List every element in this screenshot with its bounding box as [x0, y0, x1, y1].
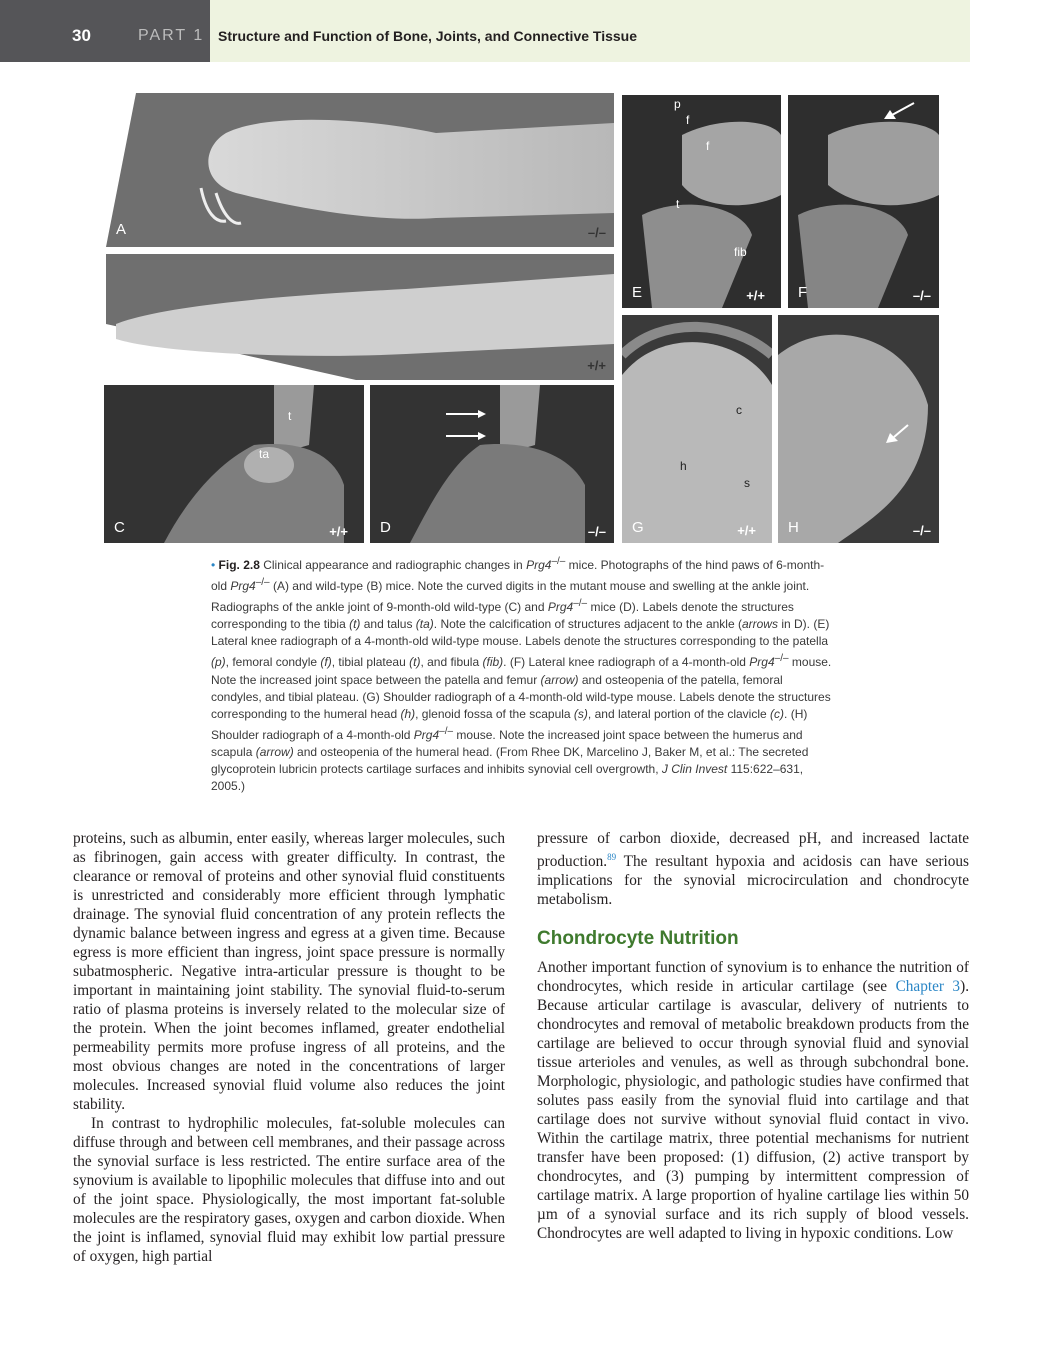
caption-text: and osteopenia of the patella, femoral condyles, and tibial plateau. (G) Shoulder radiograph of a 4-month-old wild-type mouse. Labels denote the structures corresponding to the humeral head — [211, 672, 831, 721]
chapter-link[interactable]: Chapter 3 — [895, 978, 961, 996]
caption-genotype-sup: –/– — [439, 725, 454, 737]
paragraph: In contrast to hydrophilic molecules, fat-soluble molecules can diffuse through and between cell membranes, and their passage across the synovial surface is less restricted. The entire surface area of the synovium is available to lipophilic molecules that diffuse into and out of the joint space. Physiologically, the most important fat-soluble molecules are the respiratory gases, oxygen and carbon dioxide. When the joint is inflamed, synovial fluid may exhibit low partial pressure of oxygen, high partial — [73, 1115, 505, 1265]
caption-italic: (p) — [211, 655, 226, 670]
figure-caption — [211, 553, 834, 795]
caption-bullet: • — [211, 558, 216, 572]
caption-text: mice (D). Labels denote the structures corresponding to the tibia — [211, 600, 794, 632]
panel-g-annotation-c: c — [736, 403, 742, 417]
panel-a-genotype: –/– — [587, 225, 606, 240]
figure-number: Fig. 2.8 — [218, 558, 260, 572]
caption-italic: (arrow) — [255, 744, 294, 759]
paragraph-text: pressure of carbon dioxide, decreased pH, and increased lactate production. — [537, 830, 969, 871]
running-title: Structure and Function of Bone, Joints, and Connective Tissue — [218, 28, 638, 44]
figure-panel-b — [106, 254, 614, 380]
caption-italic: (s) — [573, 706, 588, 721]
panel-d-label: D — [380, 519, 391, 536]
figure-panel-d — [370, 385, 614, 543]
caption-text: , tibial plateau — [331, 655, 410, 670]
panel-g-annotation-h: h — [680, 459, 687, 473]
panel-g-label: G — [632, 519, 644, 536]
panel-e-annotation-p: p — [674, 97, 681, 111]
paragraph-text: The resultant hypoxia and acidosis can have serious implications for the synovial microcirculation and chondrocyte metabolism. — [537, 853, 969, 909]
paragraph-text: Another important function of synovium is to enhance the nutrition of chondrocytes, which reside in articular cartilage (see — [537, 959, 969, 996]
caption-text: . Note the calcification of structures adjacent to the ankle ( — [433, 617, 742, 632]
panel-g-genotype: +/+ — [737, 523, 756, 538]
caption-text: mouse. Note the increased joint space between the humerus and scapula — [211, 727, 803, 759]
caption-text: Clinical appearance and radiographic changes in — [259, 558, 527, 572]
panel-e-label: E — [632, 284, 643, 301]
panel-a-photo — [106, 93, 614, 247]
panel-b-genotype: +/+ — [587, 358, 606, 373]
body-column-right — [537, 829, 969, 1243]
caption-text: , glenoid fossa of the scapula — [415, 706, 574, 721]
panel-g-xray — [622, 315, 772, 543]
figure-panel-c — [104, 385, 364, 543]
panel-c-annotation-t: t — [288, 409, 292, 423]
caption-genotype-sup: –/– — [573, 598, 588, 610]
panel-c-xray — [104, 385, 364, 543]
figure-panel-f — [788, 95, 939, 308]
figure-panel-h — [778, 315, 939, 543]
caption-text: . (H) Shoulder radiograph of a 4-month-old — [211, 706, 808, 742]
caption-text: mice. Photographs of the hind paws of 6-month-old — [211, 558, 825, 594]
part-label: PART 1 — [138, 27, 205, 44]
caption-gene: Prg4 — [230, 579, 256, 594]
caption-italic: (t) — [349, 617, 361, 632]
caption-gene: Prg4 — [526, 558, 552, 572]
panel-e-xray — [622, 95, 781, 308]
running-header — [0, 0, 970, 62]
panel-d-genotype: –/– — [587, 524, 606, 539]
figure-panel-g — [622, 315, 772, 543]
panel-f-genotype: –/– — [912, 288, 931, 303]
caption-italic: (h) — [400, 706, 416, 721]
paragraph — [537, 958, 969, 1243]
panel-b-label: B — [116, 352, 127, 369]
figure-panel-a — [106, 93, 614, 247]
section-heading: Chondrocyte Nutrition — [537, 928, 739, 950]
caption-text: 115:622–631, 2005.) — [211, 762, 804, 794]
caption-text: (A) and wild-type (B) mice. Note the curved digits in the mutant mouse and swelling at the ankle joint. Radiographs of the ankle joint of 9-month-old wild-type (C) and — [211, 579, 810, 615]
panel-b-photo — [106, 254, 614, 380]
paragraph: proteins, such as albumin, enter easily, whereas larger molecules, such as fibrinogen, gain access with greater difficulty. In contrast, the clearance or removal of proteins and other synovial fluid constituents is unrestricted and considerably more efficient through lymphatic drainage. The synovial fluid concentration of any protein reflects the dynamic balance between ingress and egress at a given time. Because egress is more efficient than ingress, joint space pressure is normally subatmospheric. Negative intra-articular pressure is thought to be important in maintaining joint stability. The synovial fluid-to-serum ratio of plasma proteins is inversely related to the molecular size of the protein. When the joint becomes inflamed, greater endothelial permeability permits more profuse ingress of all proteins, and the most obvious changes are noted in the concentrations of larger molecules. Increased synovial fluid volume also reduces the joint stability. — [73, 830, 505, 1113]
caption-text: , femoral condyle — [225, 655, 321, 670]
panel-e-annotation-f1: f — [686, 113, 690, 127]
figure-panel-e — [622, 95, 781, 308]
caption-gene: Prg4 — [413, 727, 440, 742]
panel-f-label: F — [798, 284, 808, 301]
page-number: 30 — [72, 26, 91, 45]
caption-italic: (fib) — [482, 655, 504, 670]
panel-d-arrows — [370, 385, 614, 543]
panel-g-annotation-s: s — [744, 476, 750, 490]
panel-e-annotation-fib: fib — [734, 245, 747, 259]
caption-italic: (f) — [320, 655, 332, 670]
caption-italic: arrows — [741, 617, 778, 632]
caption-genotype-sup: –/– — [774, 653, 789, 665]
caption-text: mouse. Note the increased joint space between the patella and femur — [211, 655, 832, 687]
caption-italic: (t) — [409, 655, 421, 670]
caption-text: , and fibula — [420, 655, 483, 670]
panel-e-genotype: +/+ — [746, 288, 765, 303]
panel-c-annotation-ta: ta — [259, 447, 270, 461]
caption-gene: Prg4 — [749, 655, 775, 670]
caption-text: . (F) Lateral knee radiograph of a 4-month-old — [503, 655, 750, 670]
caption-italic: (ta) — [415, 617, 434, 632]
caption-italic: J Clin Invest — [661, 762, 728, 777]
paragraph-text: ). Because articular cartilage is avascular, delivery of nutrients to chondrocytes and removal of metabolic breakdown products from the cartilage are believed to occur through synovial fluid and synovial tissue arterioles and venules, as well as through subchondral bone. Morphologic, physiologic, and pathologic studies have confirmed that solutes pass easily from the synovial fluid into cartilage and that cartilage does not survive without synovial fluid contact in vivo. Within the cartilage matrix, three potential mechanisms for nutrient transfer have been proposed: (1) diffusion, (2) active transport by chondrocytes, and (3) pumping by intermittent compression of cartilage matrix. A large proportion of hyaline cartilage lies within 50 µm of a synovial surface and its rich supply of blood vessels. Chondrocytes are well adapted to living in hypoxic conditions. Low — [537, 978, 970, 1243]
caption-text: in D). (E) Lateral knee radiograph of a 4-month-old wild-type mouse. Labels denote the structures corresponding to the patella — [211, 617, 830, 649]
panel-h-genotype: –/– — [912, 523, 931, 538]
body-column-left — [73, 829, 505, 1266]
caption-text: , and lateral portion of the clavicle — [587, 706, 771, 721]
panel-c-genotype: +/+ — [329, 524, 348, 539]
panel-e-annotation-t: t — [676, 197, 680, 211]
panel-h-label: H — [788, 519, 799, 536]
panel-e-annotation-f2: f — [706, 139, 710, 153]
panel-c-label: C — [114, 519, 125, 536]
caption-gene: Prg4 — [547, 600, 574, 615]
caption-genotype-sup: –/– — [255, 577, 270, 589]
caption-italic: (c) — [770, 706, 785, 721]
panel-h-xray — [778, 315, 939, 543]
reference-link[interactable]: 89 — [607, 852, 617, 862]
caption-genotype-sup: –/– — [551, 556, 566, 567]
caption-italic: (arrow) — [540, 672, 579, 687]
caption-text: and talus — [360, 617, 416, 632]
panel-f-xray — [788, 95, 939, 308]
paragraph — [537, 829, 969, 909]
caption-text: and osteopenia of the humeral head. (From Rhee DK, Marcelino J, Baker M, et al.: The secreted glycoprotein lubricin protects cartilage surfaces and inhibits synovial cell overgrowth, — [211, 744, 809, 777]
panel-a-label: A — [116, 221, 127, 238]
